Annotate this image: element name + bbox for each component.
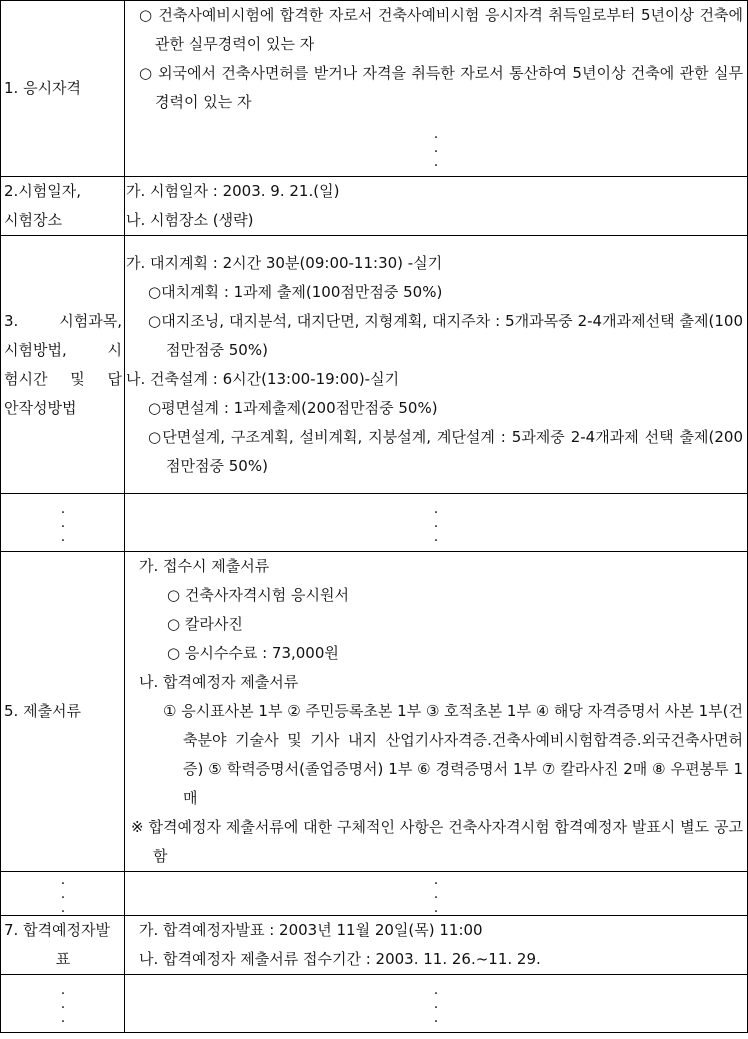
ellipsis-dots: . . . [125, 872, 748, 916]
ellipsis-dots: . . . [125, 494, 748, 552]
docs-item-photo: ○ 칼라사진 [167, 615, 243, 633]
row-documents [1, 552, 748, 872]
row-ellipsis-3 [1, 975, 748, 1033]
ellipsis-dots: . . . [1, 975, 125, 1033]
ellipsis-dots: . . . [1, 872, 125, 916]
label-exam-date: 2.시험일자, 시험장소 [1, 177, 125, 236]
subject-site-plan-item-1: ○대치계획 : 1과제 출제(100점만점중 50%) [148, 282, 443, 301]
content-subjects [125, 236, 748, 494]
content-eligibility [125, 1, 748, 177]
subject-site-plan: 가. 대지계획 : 2시간 30분(09:00-11:30) -실기 [126, 253, 443, 272]
docs-item-fee: ○ 응시수수료 : 73,000원 [167, 644, 339, 662]
content-documents [125, 552, 748, 872]
announcement-date-line: 가. 합격예정자발표 : 2003년 11월 20일(목) 11:00 [139, 921, 483, 939]
label-documents: 5. 제출서류 [1, 552, 125, 872]
row-eligibility [1, 1, 748, 177]
exam-date-line: 가. 시험일자 : 2003. 9. 21.(일) [126, 182, 340, 200]
label-announcement: 7. 합격예정자발 표 [1, 916, 125, 975]
row-subjects [1, 236, 748, 494]
announcement-period-line: 나. 합격예정자 제출서류 접수기간 : 2003. 11. 26.~11. 29. [139, 950, 541, 968]
content-exam-date [125, 177, 748, 236]
ellipsis-dots: . . . [433, 126, 439, 170]
eligibility-item-1: ○ 건축사예비시험에 합격한 자로서 건축사예비시험 응시자격 취득일로부터 5년이상 건축에 관한 실무경력이 있는 자 [139, 6, 743, 53]
subject-design-item-1: ○평면설계 : 1과제출제(200점만점중 50%) [148, 398, 438, 417]
subject-site-plan-item-2: ○대지조닝, 대지분석, 대지단면, 지형계획, 대지주차 : 5개과목중 2-4개과제선택 출제(100점만점중 50%) [148, 311, 743, 359]
exam-place-line: 나. 시험장소 (생략) [126, 211, 254, 229]
ellipsis-dots: . . . [1, 494, 125, 552]
docs-passers-list: ① 응시표사본 1부 ② 주민등록초본 1부 ③ 호적초본 1부 ④ 해당 자격증명서 사본 1부(건축분야 기술사 및 기사 내지 산업기사자격증.건축사예비시험합격증.외국건축사면허증) ⑤ 학력증명서(졸업증명서) 1부 ⑥ 경력증명서 1부 ⑦ 칼라사진 2매 ⑧ 우편봉투 1매 [163, 702, 744, 807]
label-subjects: 3. 시험과목, 시험방법, 시 험시간 및 답 안작성방법 [1, 236, 125, 494]
row-exam-date [1, 177, 748, 236]
docs-item-form: ○ 건축사자격시험 응시원서 [167, 586, 350, 604]
docs-for-passers: 나. 합격예정자 제출서류 [139, 673, 299, 691]
subject-building-design: 나. 건축설계 : 6시간(13:00-19:00)-실기 [126, 369, 400, 388]
docs-at-application: 가. 접수시 제출서류 [139, 557, 270, 575]
eligibility-item-2: ○ 외국에서 건축사면허를 받거나 자격을 취득한 자로서 통산하여 5년이상 건축에 관한 실무경력이 있는 자 [139, 64, 743, 111]
docs-note: ※ 합격예정자 제출서류에 대한 구체적인 사항은 건축사자격시험 합격예정자 발표시 별도 공고함 [131, 818, 743, 865]
row-ellipsis-1 [1, 494, 748, 552]
content-announcement [125, 916, 748, 975]
label-eligibility: 1. 응시자격 [1, 1, 125, 177]
ellipsis-dots: . . . [125, 975, 748, 1033]
row-ellipsis-2 [1, 872, 748, 916]
row-announcement [1, 916, 748, 975]
subject-design-item-2: ○단면설계, 구조계획, 설비계획, 지붕설계, 계단설계 : 5과제중 2-4개과제 선택 출제(200점만점중 50%) [148, 427, 743, 475]
